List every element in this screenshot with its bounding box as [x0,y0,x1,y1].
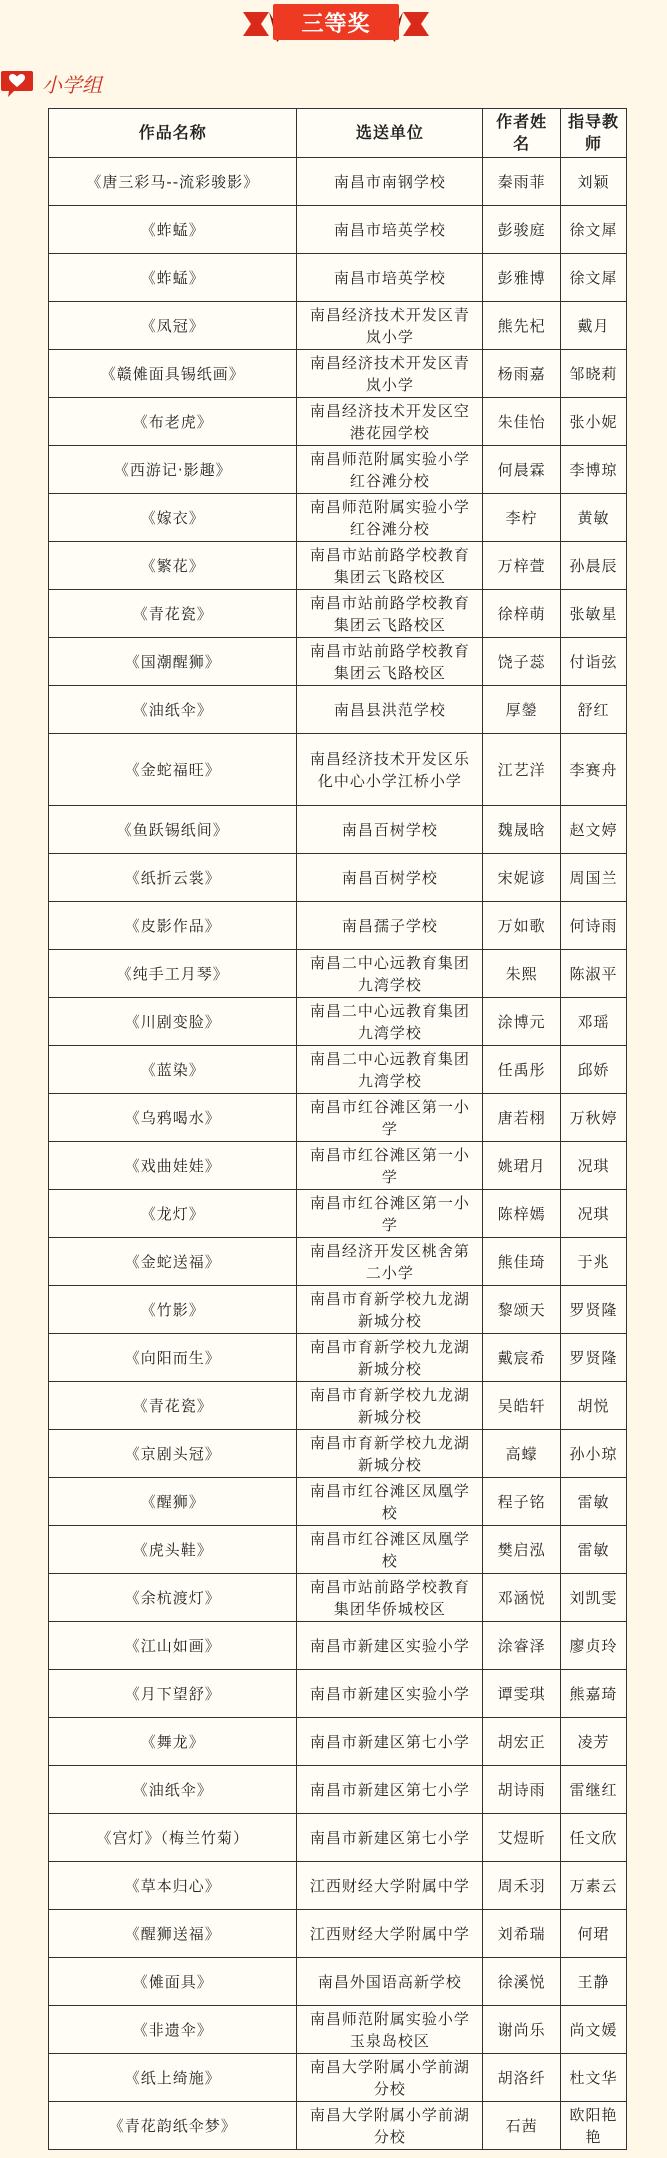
cell-author: 胡诗雨 [483,1766,561,1814]
cell-unit: 江西财经大学附属中学 [297,1910,483,1958]
cell-teacher: 任文欣 [561,1814,627,1862]
cell-work-name: 《宫灯》（梅兰竹菊） [49,1814,297,1862]
section-title: 小学组 [42,72,102,97]
cell-unit: 南昌外国语高新学校 [297,1958,483,2006]
cell-unit: 南昌市南钢学校 [297,158,483,206]
cell-teacher: 付诣弦 [561,638,627,686]
cell-author: 万梓萱 [483,542,561,590]
cell-teacher: 陈淑平 [561,950,627,998]
cell-work-name: 《布老虎》 [49,398,297,446]
table-row [49,1814,627,1862]
cell-author: 朱熙 [483,950,561,998]
cell-teacher: 尚文媛 [561,2006,627,2054]
cell-unit: 南昌市站前路学校教育集团云飞路校区 [297,542,483,590]
cell-unit: 南昌市红谷滩区凤凰学校 [297,1526,483,1574]
cell-author: 唐若栩 [483,1094,561,1142]
cell-teacher: 邹晓莉 [561,350,627,398]
table-row [49,1094,627,1142]
cell-unit: 南昌经济开发区桃舍第二小学 [297,1238,483,1286]
cell-author: 艾煜昕 [483,1814,561,1862]
cell-unit: 南昌百树学校 [297,854,483,902]
cell-author: 朱佳怡 [483,398,561,446]
cell-author: 姚珺月 [483,1142,561,1190]
cell-unit: 南昌市红谷滩区第一小学 [297,1142,483,1190]
cell-teacher: 李赛舟 [561,734,627,806]
cell-work-name: 《金蛇送福》 [49,1238,297,1286]
cell-author: 石茜 [483,2102,561,2150]
table-row [49,350,627,398]
table-row [49,998,627,1046]
cell-teacher: 熊嘉琦 [561,1670,627,1718]
cell-author: 涂博元 [483,998,561,1046]
cell-author: 江艺洋 [483,734,561,806]
table-row [49,1718,627,1766]
cell-teacher: 雷敏 [561,1478,627,1526]
cell-author: 熊佳琦 [483,1238,561,1286]
cell-unit: 南昌大学附属小学前湖分校 [297,2102,483,2150]
table-row [49,2006,627,2054]
cell-author: 程子铭 [483,1478,561,1526]
award-level-title: 三等奖 [301,12,371,37]
cell-author: 高蠓 [483,1430,561,1478]
cell-unit: 南昌市新建区第七小学 [297,1718,483,1766]
cell-teacher: 何珺 [561,1910,627,1958]
cell-work-name: 《青花韵纸伞梦》 [49,2102,297,2150]
header-work-name: 作品名称 [49,109,297,158]
cell-unit: 南昌经济技术开发区青岚小学 [297,302,483,350]
table-row [49,1238,627,1286]
header-unit: 选送单位 [297,109,483,158]
cell-unit: 南昌师范附属实验小学红谷滩分校 [297,446,483,494]
cell-unit: 南昌市新建区第七小学 [297,1814,483,1862]
cell-unit: 南昌市新建区第七小学 [297,1766,483,1814]
cell-teacher: 王静 [561,1958,627,2006]
cell-work-name: 《龙灯》 [49,1190,297,1238]
table-row [49,1286,627,1334]
table-row [49,1574,627,1622]
cell-unit: 南昌二中心远教育集团九湾学校 [297,1046,483,1094]
cell-work-name: 《竹影》 [49,1286,297,1334]
cell-unit: 南昌市红谷滩区第一小学 [297,1190,483,1238]
cell-teacher: 罗贤隆 [561,1286,627,1334]
cell-work-name: 《嫁衣》 [49,494,297,542]
cell-unit: 南昌市站前路学校教育集团云飞路校区 [297,590,483,638]
table-row [49,734,627,806]
cell-work-name: 《纸折云裳》 [49,854,297,902]
cell-work-name: 《月下望舒》 [49,1670,297,1718]
table-row [49,1046,627,1094]
cell-unit: 南昌市育新学校九龙湖新城分校 [297,1382,483,1430]
cell-author: 谢尚乐 [483,2006,561,2054]
cell-author: 厚鎣 [483,686,561,734]
cell-work-name: 《唐三彩马--流彩骏影》 [49,158,297,206]
cell-teacher: 邱娇 [561,1046,627,1094]
table-row [49,302,627,350]
cell-unit: 南昌市站前路学校教育集团云飞路校区 [297,638,483,686]
table-row [49,1526,627,1574]
cell-work-name: 《纸上绮施》 [49,2054,297,2102]
cell-author: 饶子蕊 [483,638,561,686]
cell-work-name: 《蓝染》 [49,1046,297,1094]
table-row [49,1862,627,1910]
cell-work-name: 《国潮醒狮》 [49,638,297,686]
cell-teacher: 黄敏 [561,494,627,542]
section-header [0,66,102,100]
table-row [49,950,627,998]
table-row [49,806,627,854]
cell-unit: 南昌师范附属实验小学玉泉岛校区 [297,2006,483,2054]
cell-author: 彭雅博 [483,254,561,302]
cell-teacher: 凌芳 [561,1718,627,1766]
heart-speech-bubble-icon [0,68,34,98]
cell-author: 熊先杞 [483,302,561,350]
cell-work-name: 《醒狮送福》 [49,1910,297,1958]
cell-author: 邓涵悦 [483,1574,561,1622]
table-row [49,1670,627,1718]
cell-work-name: 《皮影作品》 [49,902,297,950]
cell-author: 胡洛纤 [483,2054,561,2102]
table-row [49,206,627,254]
table-row [49,1334,627,1382]
cell-work-name: 《戏曲娃娃》 [49,1142,297,1190]
cell-work-name: 《蚱蜢》 [49,254,297,302]
cell-author: 谭雯琪 [483,1670,561,1718]
cell-teacher: 欧阳艳艳 [561,2102,627,2150]
cell-teacher: 罗贤隆 [561,1334,627,1382]
table-row [49,902,627,950]
cell-teacher: 况琪 [561,1190,627,1238]
cell-author: 宋妮谚 [483,854,561,902]
cell-work-name: 《繁花》 [49,542,297,590]
cell-work-name: 《舞龙》 [49,1718,297,1766]
table-row [49,1478,627,1526]
cell-teacher: 邓瑶 [561,998,627,1046]
table-row [49,1382,627,1430]
cell-work-name: 《醒狮》 [49,1478,297,1526]
cell-unit: 南昌市新建区实验小学 [297,1622,483,1670]
table-row [49,542,627,590]
cell-teacher: 周国兰 [561,854,627,902]
award-banner [243,2,429,46]
cell-author: 魏晟晗 [483,806,561,854]
cell-work-name: 《非遗伞》 [49,2006,297,2054]
cell-work-name: 《蚱蜢》 [49,206,297,254]
cell-unit: 南昌师范附属实验小学红谷滩分校 [297,494,483,542]
table-row [49,1766,627,1814]
cell-unit: 江西财经大学附属中学 [297,1862,483,1910]
cell-unit: 南昌市红谷滩区第一小学 [297,1094,483,1142]
cell-teacher: 何诗雨 [561,902,627,950]
cell-unit: 南昌市新建区实验小学 [297,1670,483,1718]
cell-author: 徐梓萌 [483,590,561,638]
cell-teacher: 徐文犀 [561,206,627,254]
table-row [49,494,627,542]
cell-author: 任禹彤 [483,1046,561,1094]
cell-work-name: 《油纸伞》 [49,686,297,734]
cell-author: 何晨霖 [483,446,561,494]
cell-unit: 南昌二中心远教育集团九湾学校 [297,998,483,1046]
cell-author: 彭骏庭 [483,206,561,254]
cell-unit: 南昌市培英学校 [297,254,483,302]
cell-author: 涂睿泽 [483,1622,561,1670]
cell-author: 黎颂天 [483,1286,561,1334]
cell-author: 周禾羽 [483,1862,561,1910]
cell-work-name: 《金蛇福旺》 [49,734,297,806]
table-row [49,1190,627,1238]
cell-teacher: 刘凯雯 [561,1574,627,1622]
table-row [49,158,627,206]
cell-unit: 南昌经济技术开发区空港花园学校 [297,398,483,446]
cell-author: 秦雨菲 [483,158,561,206]
cell-teacher: 张敏星 [561,590,627,638]
cell-author: 徐溪悦 [483,1958,561,2006]
cell-teacher: 万秋婷 [561,1094,627,1142]
table-row [49,638,627,686]
cell-author: 樊启泓 [483,1526,561,1574]
cell-unit: 南昌经济技术开发区乐化中心小学江桥小学 [297,734,483,806]
cell-work-name: 《傩面具》 [49,1958,297,2006]
cell-work-name: 《赣傩面具锡纸画》 [49,350,297,398]
cell-teacher: 赵文婷 [561,806,627,854]
table-row [49,686,627,734]
cell-teacher: 雷敏 [561,1526,627,1574]
cell-work-name: 《虎头鞋》 [49,1526,297,1574]
cell-teacher: 胡悦 [561,1382,627,1430]
cell-teacher: 李博琼 [561,446,627,494]
cell-author: 刘希瑞 [483,1910,561,1958]
cell-work-name: 《纯手工月琴》 [49,950,297,998]
table-row [49,398,627,446]
cell-work-name: 《向阳而生》 [49,1334,297,1382]
cell-author: 陈梓嫣 [483,1190,561,1238]
cell-teacher: 舒红 [561,686,627,734]
cell-teacher: 雷继红 [561,1766,627,1814]
cell-work-name: 《凤冠》 [49,302,297,350]
cell-teacher: 张小妮 [561,398,627,446]
cell-unit: 南昌市育新学校九龙湖新城分校 [297,1286,483,1334]
cell-author: 吴皓轩 [483,1382,561,1430]
cell-teacher: 戴月 [561,302,627,350]
cell-work-name: 《川剧变脸》 [49,998,297,1046]
table-row [49,1622,627,1670]
cell-teacher: 于兆 [561,1238,627,1286]
cell-unit: 南昌市培英学校 [297,206,483,254]
cell-teacher: 廖贞玲 [561,1622,627,1670]
cell-author: 杨雨嘉 [483,350,561,398]
cell-work-name: 《京剧头冠》 [49,1430,297,1478]
cell-unit: 南昌二中心远教育集团九湾学校 [297,950,483,998]
header-author: 作者姓名 [483,109,561,158]
cell-unit: 南昌经济技术开发区青岚小学 [297,350,483,398]
award-table [48,108,627,2150]
cell-work-name: 《青花瓷》 [49,590,297,638]
cell-teacher: 刘颖 [561,158,627,206]
cell-unit: 南昌孺子学校 [297,902,483,950]
table-row [49,590,627,638]
cell-author: 万如歌 [483,902,561,950]
table-row [49,446,627,494]
cell-work-name: 《余杭渡灯》 [49,1574,297,1622]
header-teacher: 指导教师 [561,109,627,158]
cell-teacher: 况琪 [561,1142,627,1190]
cell-unit: 南昌百树学校 [297,806,483,854]
award-table-container [48,108,627,2150]
table-row [49,2054,627,2102]
table-row [49,1430,627,1478]
cell-work-name: 《草本归心》 [49,1862,297,1910]
table-row [49,1910,627,1958]
cell-author: 戴宸希 [483,1334,561,1382]
cell-work-name: 《青花瓷》 [49,1382,297,1430]
cell-unit: 南昌市站前路学校教育集团华侨城校区 [297,1574,483,1622]
cell-teacher: 杜文华 [561,2054,627,2102]
cell-teacher: 孙小琼 [561,1430,627,1478]
table-row [49,1142,627,1190]
cell-author: 胡宏正 [483,1718,561,1766]
cell-author: 李柠 [483,494,561,542]
table-row [49,2102,627,2150]
table-header-row [49,109,627,158]
cell-teacher: 徐文犀 [561,254,627,302]
cell-teacher: 孙晨辰 [561,542,627,590]
cell-work-name: 《油纸伞》 [49,1766,297,1814]
cell-work-name: 《江山如画》 [49,1622,297,1670]
cell-unit: 南昌县洪范学校 [297,686,483,734]
cell-work-name: 《西游记·影趣》 [49,446,297,494]
cell-work-name: 《鱼跃锡纸间》 [49,806,297,854]
table-row [49,854,627,902]
cell-work-name: 《乌鸦喝水》 [49,1094,297,1142]
table-row [49,254,627,302]
table-row [49,1958,627,2006]
cell-unit: 南昌市育新学校九龙湖新城分校 [297,1430,483,1478]
cell-teacher: 万素云 [561,1862,627,1910]
cell-unit: 南昌市红谷滩区凤凰学校 [297,1478,483,1526]
cell-unit: 南昌市育新学校九龙湖新城分校 [297,1334,483,1382]
cell-unit: 南昌大学附属小学前湖分校 [297,2054,483,2102]
